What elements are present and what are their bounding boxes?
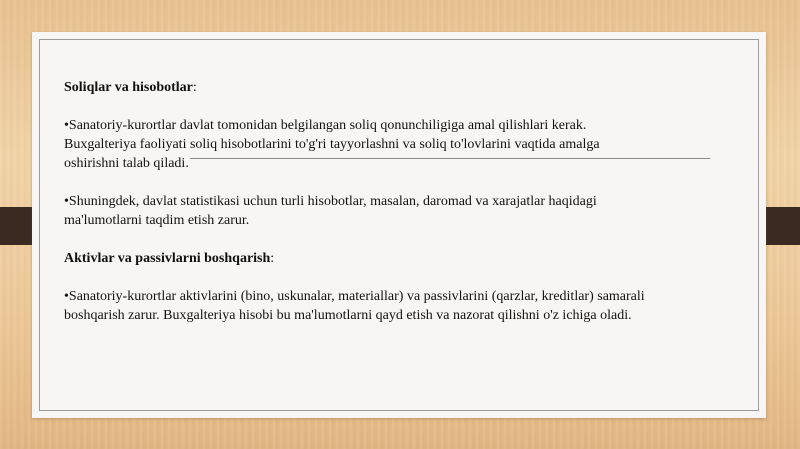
spacer <box>64 268 654 287</box>
heading-colon: : <box>270 251 275 266</box>
section-heading-taxes-text: Soliqlar va hisobotlar <box>64 80 193 95</box>
spacer <box>64 97 654 116</box>
section-heading-assets-text: Aktivlar va passivlarni boshqarish <box>64 251 271 266</box>
paragraph-tax-compliance: •Sanatoriy-kurortlar davlat tomonidan belgilangan soliq qonunchiligiga amal qilishlari kerak. Buxgalteriya faoliyati soliq hisobotlarini to'g'ri tayyorlashni va soliq to'lovlarini vaqtida amalga oshirishni talab qiladi. <box>64 118 600 171</box>
section-heading-taxes <box>64 78 654 97</box>
paragraph-statistics-reports: •Shuningdek, davlat statistikasi uchun turli hisobotlar, masalan, daromad va xarajatlar haqidagi ma'lumotlarni taqdim etish zarur. <box>64 194 597 228</box>
spacer <box>64 230 654 249</box>
slide-content <box>64 78 654 325</box>
section-heading-assets <box>64 249 654 268</box>
heading-colon: : <box>192 80 197 95</box>
spacer <box>64 173 654 192</box>
paragraph-assets-liabilities: •Sanatoriy-kurortlar aktivlarini (bino, uskunalar, materiallar) va passivlarini (qarzlar, kreditlar) samarali boshqarish zarur. Buxgalteriya hisobi bu ma'lumotlarni qayd etish va nazorat qilishni o'z ichiga oladi. <box>64 289 645 323</box>
